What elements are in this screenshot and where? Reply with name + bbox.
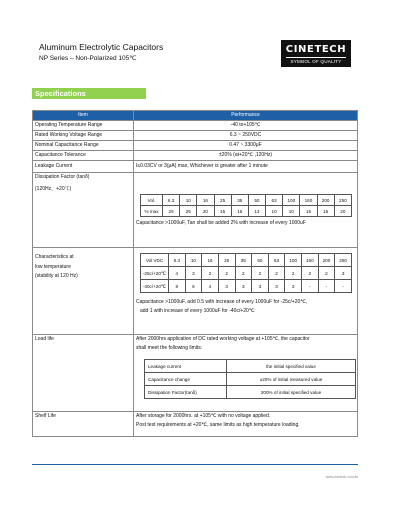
shelf-life-line1: After storage for 2000hrs. at +105℃ with no voltage applied. bbox=[136, 413, 271, 419]
column-header-item: Item bbox=[33, 111, 134, 121]
low-temp-row-label: -40c/+20℃ bbox=[141, 280, 169, 293]
table-cell: 25 bbox=[163, 206, 180, 217]
table-cell: 3 bbox=[285, 280, 302, 293]
nominal-cap-value: 0.47 ~ 3300μF bbox=[134, 141, 358, 151]
table-cell: 2 bbox=[268, 267, 285, 280]
table-cell: 250 bbox=[335, 254, 352, 267]
table-cell: 13 bbox=[248, 206, 265, 217]
table-cell: 3 bbox=[185, 267, 202, 280]
table-cell: 2 bbox=[302, 267, 319, 280]
characteristics-note-line2: add 1 with increase of every 1000uF for -40c/+20℃ bbox=[140, 307, 255, 314]
table-cell: 63 bbox=[266, 195, 283, 206]
table-cell: 160 bbox=[302, 254, 319, 267]
dissipation-voltage-header: Vol. bbox=[141, 195, 163, 206]
limit-item: Dissipation Factor(tanδ) bbox=[145, 386, 227, 399]
table-cell: 25 bbox=[214, 195, 231, 206]
table-row bbox=[33, 248, 358, 335]
logo-tagline: SYMBOL OF QUALITY bbox=[290, 59, 342, 64]
table-row bbox=[141, 280, 352, 293]
table-cell: 6 bbox=[185, 280, 202, 293]
low-temp-voltage-header: Vol VDC bbox=[141, 254, 169, 267]
dissipation-label: Dissipation Factor (tanδ) bbox=[35, 174, 90, 180]
table-row bbox=[141, 267, 352, 280]
limit-item: Leakage current bbox=[145, 360, 227, 373]
dissipation-condition: (120Hz，+20℃) bbox=[35, 185, 72, 192]
table-row bbox=[145, 386, 356, 399]
table-cell: 2 bbox=[252, 267, 269, 280]
table-cell: 100 bbox=[285, 254, 302, 267]
table-cell: 2 bbox=[285, 267, 302, 280]
leakage-current-label: Leakage Current bbox=[33, 161, 134, 173]
shelf-life-line2: Post test requirements at +20℃, same limits as high temperature loading. bbox=[136, 421, 300, 428]
table-cell: 2 bbox=[235, 267, 252, 280]
table-cell: - bbox=[318, 280, 335, 293]
page-title: Aluminum Electrolytic Capacitors bbox=[39, 42, 164, 52]
limit-value: the initial specified value bbox=[227, 360, 356, 373]
limit-value: ±20% of initial measured value bbox=[227, 373, 356, 386]
table-cell: 200 bbox=[318, 254, 335, 267]
limit-item: Capacitance change bbox=[145, 373, 227, 386]
low-temperature-table bbox=[140, 253, 352, 293]
table-row bbox=[141, 206, 352, 217]
footer-divider bbox=[32, 464, 358, 465]
table-row bbox=[33, 131, 358, 141]
table-cell: 35 bbox=[231, 195, 248, 206]
specifications-table bbox=[32, 110, 358, 437]
cap-tolerance-value: ±20% (at+20℃ ,120Hz) bbox=[134, 151, 358, 161]
table-row bbox=[33, 412, 358, 437]
table-cell: 3 bbox=[218, 280, 235, 293]
table-cell: 200 bbox=[317, 195, 334, 206]
load-life-intro: After 2000hrs application of DC rated working voltage at +105℃, the capacitor bbox=[136, 336, 310, 342]
table-cell: 15 bbox=[231, 206, 248, 217]
table-cell: 2 bbox=[318, 267, 335, 280]
table-cell: 16 bbox=[197, 195, 214, 206]
table-cell: - bbox=[335, 280, 352, 293]
section-title: Specifications bbox=[32, 88, 146, 99]
logo-divider bbox=[286, 57, 346, 58]
table-row bbox=[33, 121, 358, 131]
table-cell: 3 bbox=[335, 267, 352, 280]
characteristics-condition: (stability at 120 Hz) bbox=[35, 273, 78, 280]
characteristics-label-line2: low temperature bbox=[35, 263, 71, 270]
dissipation-value-header: % max bbox=[141, 206, 163, 217]
table-cell: 15 bbox=[300, 206, 317, 217]
table-cell: 4 bbox=[169, 267, 186, 280]
table-row bbox=[141, 254, 352, 267]
table-row bbox=[33, 151, 358, 161]
table-cell: 10 bbox=[266, 206, 283, 217]
table-cell: 25 bbox=[218, 254, 235, 267]
table-row bbox=[33, 141, 358, 151]
table-cell: 35 bbox=[235, 254, 252, 267]
table-row bbox=[33, 173, 358, 248]
table-cell: 2 bbox=[218, 267, 235, 280]
table-cell: 3 bbox=[235, 280, 252, 293]
table-cell: 50 bbox=[248, 195, 265, 206]
table-cell: 8 bbox=[169, 280, 186, 293]
rated-voltage-label: Rated Working Voltage Range bbox=[33, 131, 134, 141]
footer-website: www.cinetech.com.tw bbox=[325, 475, 358, 479]
leakage-current-value: I≤0.03CV or 3(μA) max, Whichever is greater after 1 minute bbox=[134, 161, 358, 173]
dissipation-factor-table bbox=[140, 194, 352, 217]
table-cell: 63 bbox=[268, 254, 285, 267]
rated-voltage-value: 6.3 ~ 250VDC bbox=[134, 131, 358, 141]
table-header-row bbox=[33, 111, 358, 121]
logo-text: CINETECH bbox=[285, 44, 347, 55]
table-cell: - bbox=[302, 280, 319, 293]
series-subtitle: NP Series – Non-Polarized 105℃ bbox=[39, 55, 137, 62]
table-cell: 10 bbox=[185, 254, 202, 267]
table-cell: 4 bbox=[202, 280, 219, 293]
column-header-performance: Performance bbox=[134, 111, 358, 121]
low-temp-row-label: -25c/+20℃ bbox=[141, 267, 169, 280]
load-life-label: Load life bbox=[33, 335, 134, 412]
table-cell: 3 bbox=[268, 280, 285, 293]
table-cell: 20 bbox=[197, 206, 214, 217]
table-cell: 2 bbox=[202, 267, 219, 280]
table-cell: 25 bbox=[180, 206, 197, 217]
table-cell: 3 bbox=[252, 280, 269, 293]
table-cell: 20 bbox=[334, 206, 351, 217]
table-row bbox=[141, 195, 352, 206]
nominal-cap-label: Nominal Capacitance Range bbox=[33, 141, 134, 151]
characteristics-note: Capacitance >1000uF, add 0.5 with increase of every 1000uF for -25c/+20℃, bbox=[136, 299, 308, 305]
cap-tolerance-label: Capacitance Tolerance bbox=[33, 151, 134, 161]
table-row bbox=[33, 161, 358, 173]
table-row bbox=[145, 373, 356, 386]
limit-value: 200% of initial specified value bbox=[227, 386, 356, 399]
table-row bbox=[145, 360, 356, 373]
table-cell: 6.3 bbox=[169, 254, 186, 267]
characteristics-label: Characteristics at bbox=[35, 254, 74, 260]
operating-temp-label: Operating Temperature Range bbox=[33, 121, 134, 131]
table-cell: 250 bbox=[334, 195, 351, 206]
table-cell: 50 bbox=[252, 254, 269, 267]
dissipation-note: Capacitance >1000uF, Tan shall be added 2% with increase of every 1000uF bbox=[136, 220, 306, 226]
load-life-limits-table bbox=[144, 359, 356, 399]
table-cell: 15 bbox=[317, 206, 334, 217]
table-cell: 10 bbox=[180, 195, 197, 206]
table-cell: 15 bbox=[214, 206, 231, 217]
table-cell: 100 bbox=[283, 195, 300, 206]
table-row bbox=[33, 335, 358, 412]
table-cell: 16 bbox=[202, 254, 219, 267]
load-life-intro-line2: shall meet the following limits: bbox=[136, 344, 203, 351]
table-cell: 6.3 bbox=[163, 195, 180, 206]
shelf-life-label: Shelf Life bbox=[33, 412, 134, 437]
table-cell: 160 bbox=[300, 195, 317, 206]
cinetech-logo bbox=[281, 40, 351, 67]
table-cell: 10 bbox=[283, 206, 300, 217]
operating-temp-value: -40 to+105℃ bbox=[134, 121, 358, 131]
